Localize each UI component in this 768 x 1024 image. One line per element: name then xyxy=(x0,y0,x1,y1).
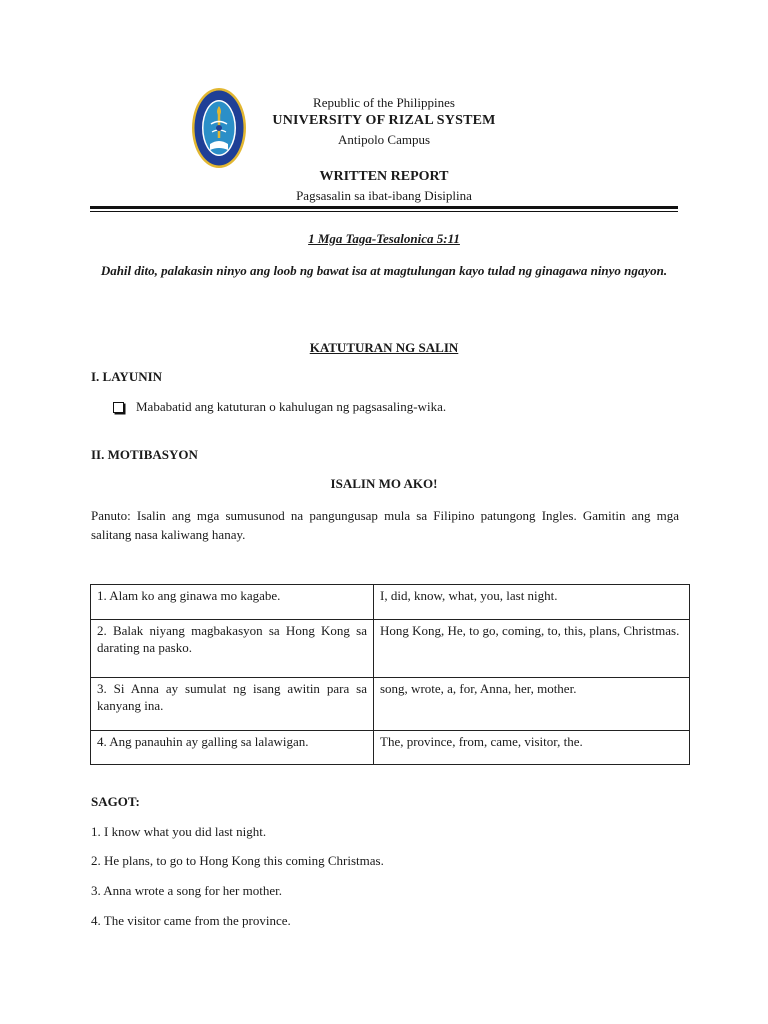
layunin-heading: I. LAYUNIN xyxy=(91,369,163,384)
table-cell-filipino: 1. Alam ko ang ginawa mo kagabe. xyxy=(91,585,374,620)
table-cell-words: The, province, from, came, visitor, the. xyxy=(374,731,690,765)
table-row xyxy=(91,620,690,678)
table-row xyxy=(91,731,690,765)
table-cell-words: Hong Kong, He, to go, coming, to, this, plans, Christmas. xyxy=(374,620,690,678)
layunin-item-text: Mababatid ang katuturan o kahulugan ng pagsasaling-wika. xyxy=(136,399,447,414)
table-row xyxy=(91,678,690,731)
verse-reference: 1 Mga Taga-Tesalonica 5:11 xyxy=(308,231,460,246)
table-cell-words: I, did, know, what, you, last night. xyxy=(374,585,690,620)
header-divider-thick xyxy=(90,206,678,209)
header-campus: Antipolo Campus xyxy=(337,132,431,147)
table-cell-words: song, wrote, a, for, Anna, her, mother. xyxy=(374,678,690,731)
report-title: WRITTEN REPORT xyxy=(319,169,449,184)
activity-title: ISALIN MO AKO! xyxy=(330,476,438,491)
header-divider-thin xyxy=(90,211,678,212)
motibasyon-heading: II. MOTIBASYON xyxy=(91,447,198,462)
verse-text: Dahil dito, palakasin ninyo ang loob ng bawat isa at magtulungan kayo tulad ng ginagawa ninyo ngayon. xyxy=(100,263,668,278)
layunin-item xyxy=(113,399,446,415)
checkbox-bullet-icon xyxy=(113,402,124,413)
header-university: UNIVERSITY OF RIZAL SYSTEM xyxy=(272,113,496,128)
header-republic: Republic of the Philippines xyxy=(313,95,455,110)
report-subject: Pagsasalin sa ibat-ibang Disiplina xyxy=(296,188,472,203)
answer-item: 3. Anna wrote a song for her mother. xyxy=(91,883,282,898)
translation-table xyxy=(90,584,690,765)
section-title: KATUTURAN NG SALIN xyxy=(309,340,459,355)
table-cell-filipino: 2. Balak niyang magbakasyon sa Hong Kong sa darating na pasko. xyxy=(91,620,374,678)
table-cell-filipino: 3. Si Anna ay sumulat ng isang awitin para sa kanyang ina. xyxy=(91,678,374,731)
sagot-heading: SAGOT: xyxy=(91,794,140,809)
panuto-instructions: Panuto: Isalin ang mga sumusunod na pangungusap mula sa Filipino patungong Ingles. Gamitin ang mga salitang nasa kaliwang hanay. xyxy=(91,508,679,542)
answer-item: 2. He plans, to go to Hong Kong this coming Christmas. xyxy=(91,853,384,868)
answer-item: 4. The visitor came from the province. xyxy=(91,913,291,928)
table-cell-filipino: 4. Ang panauhin ay galling sa lalawigan. xyxy=(91,731,374,765)
answer-item: 1. I know what you did last night. xyxy=(91,824,267,839)
table-row xyxy=(91,585,690,620)
